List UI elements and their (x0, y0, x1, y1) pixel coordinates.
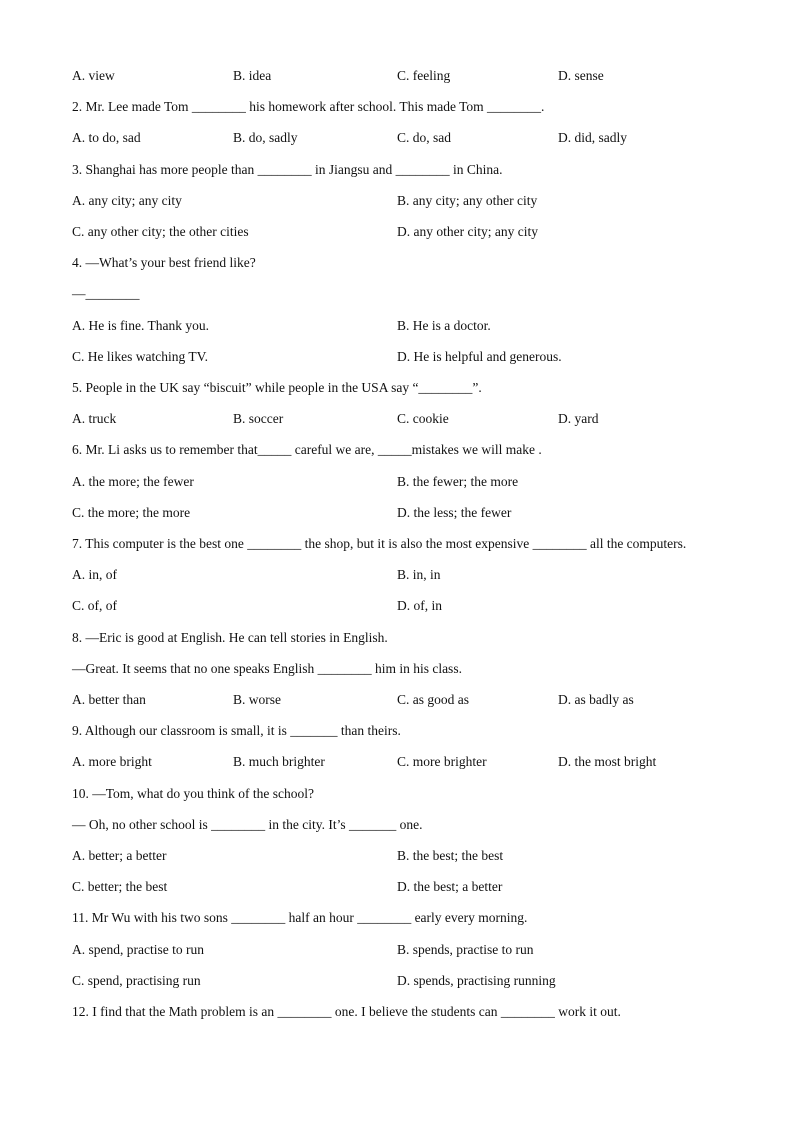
question-text: 9. Although our classroom is small, it is _______ than theirs. (72, 723, 401, 739)
answer-option: B. the fewer; the more (397, 473, 519, 489)
answer-options (72, 596, 754, 616)
answer-option: B. much brighter (233, 754, 325, 770)
answer-options (72, 409, 754, 429)
answer-option: C. better; the best (72, 879, 168, 895)
answer-option: A. truck (72, 411, 117, 427)
question-text: 3. Shanghai has more people than ________ in Jiangsu and ________ in China. (72, 161, 503, 177)
question-text: 10. —Tom, what do you think of the school? (72, 785, 315, 801)
answer-option: B. soccer (233, 411, 284, 427)
answer-option: D. yard (558, 411, 599, 427)
answer-options (72, 222, 754, 242)
answer-options (72, 503, 754, 523)
answer-option: A. in, of (72, 567, 117, 583)
question-text: 12. I find that the Math problem is an ________ one. I believe the students can ________ work it out. (72, 1004, 621, 1019)
answer-option: C. cookie (397, 411, 449, 427)
question-text: — Oh, no other school is ________ in the city. It’s _______ one. (72, 816, 423, 832)
answer-option: A. better; a better (72, 848, 167, 863)
answer-option: D. the best; a better (397, 879, 503, 895)
answer-option: A. to do, sad (72, 130, 141, 146)
answer-options (72, 347, 754, 367)
answer-option: D. the most bright (558, 754, 657, 770)
answer-option: A. He is fine. Thank you. (72, 317, 209, 333)
answer-option: A. spend, practise to run (72, 941, 204, 957)
answer-option: C. of, of (72, 598, 117, 614)
answer-options (72, 846, 754, 866)
answer-option: A. any city; any city (72, 192, 182, 208)
answer-option: D. sense (558, 68, 604, 83)
answer-option: C. do, sad (397, 130, 451, 146)
question-text: 7. This computer is the best one ________ the shop, but it is also the most expensive ________ all the computers. (72, 536, 687, 551)
answer-option: D. of, in (397, 598, 442, 614)
question-text: 8. —Eric is good at English. He can tell stories in English. (72, 629, 388, 645)
question-text: 6. Mr. Li asks us to remember that_____ careful we are, _____mistakes we will make . (72, 442, 542, 458)
question-text: 11. Mr Wu with his two sons ________ half an hour ________ early every morning. (72, 910, 528, 926)
question-text: 5. People in the UK say “biscuit” while people in the USA say “________”. (72, 380, 482, 395)
answer-option: B. spends, practise to run (397, 941, 534, 957)
answer-option: A. better than (72, 692, 146, 707)
answer-option: D. did, sadly (558, 130, 627, 146)
answer-options (72, 472, 754, 492)
answer-option: B. in, in (397, 567, 441, 583)
answer-option: B. the best; the best (397, 848, 504, 863)
answer-option: C. the more; the more (72, 504, 191, 520)
answer-options (72, 690, 754, 710)
answer-option: D. the less; the fewer (397, 504, 512, 520)
answer-option: C. He likes watching TV. (72, 348, 208, 364)
question-text: —Great. It seems that no one speaks English ________ him in his class. (72, 660, 462, 676)
answer-option: D. He is helpful and generous. (397, 348, 562, 364)
answer-options (72, 565, 754, 585)
answer-options (72, 971, 754, 991)
question-text: 2. Mr. Lee made Tom ________ his homework after school. This made Tom ________. (72, 99, 545, 115)
answer-option: B. He is a doctor. (397, 317, 491, 333)
question-text: —________ (72, 286, 140, 302)
answer-option: B. do, sadly (233, 130, 298, 146)
answer-option: D. any other city; any city (397, 224, 538, 239)
answer-option: B. idea (233, 68, 272, 83)
answer-option: B. any city; any other city (397, 192, 538, 208)
answer-option: D. as badly as (558, 692, 634, 707)
answer-options (72, 128, 754, 148)
answer-option: A. more bright (72, 754, 152, 770)
answer-option: B. worse (233, 692, 281, 707)
answer-option: A. the more; the fewer (72, 473, 194, 489)
answer-option: C. spend, practising run (72, 972, 201, 988)
answer-option: D. spends, practising running (397, 972, 556, 988)
answer-option: A. view (72, 68, 115, 83)
answer-options (72, 877, 754, 897)
answer-option: C. feeling (397, 68, 451, 83)
answer-options (72, 316, 754, 336)
answer-options (72, 940, 754, 960)
answer-option: C. any other city; the other cities (72, 224, 249, 239)
answer-options (72, 752, 754, 772)
question-text: 4. —What’s your best friend like? (72, 255, 256, 271)
answer-options (72, 66, 754, 86)
answer-option: C. more brighter (397, 754, 487, 770)
answer-options (72, 191, 754, 211)
answer-option: C. as good as (397, 692, 469, 707)
